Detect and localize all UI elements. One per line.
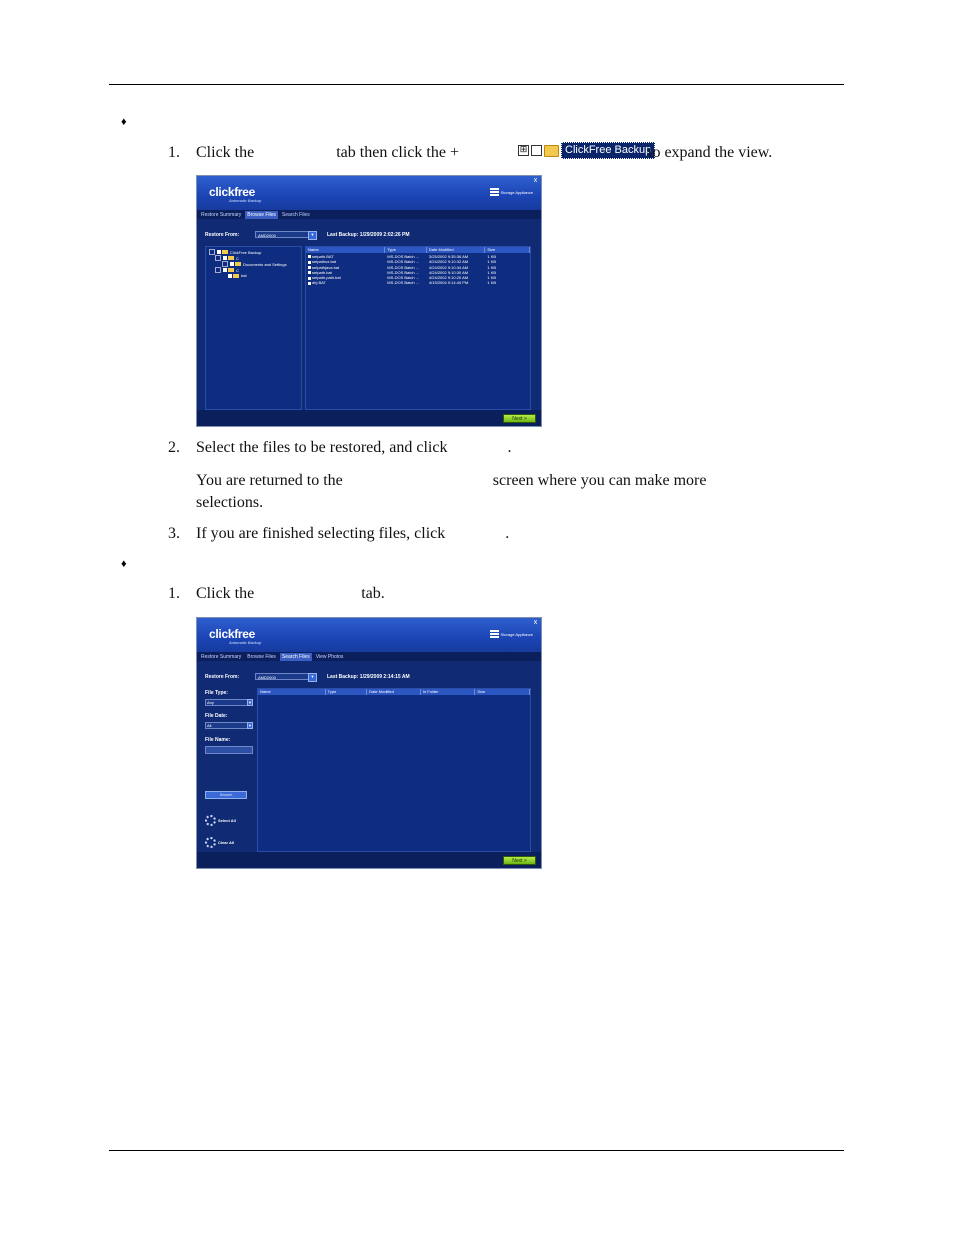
table-cell: MS-DOS Batch ... [387,280,420,286]
table-cell: setpathjava.bat [306,265,385,270]
chevron-down-icon[interactable]: ▼ [308,231,317,240]
file-name-label: File Name: [205,737,231,743]
file-list-header [306,247,530,253]
tree-node[interactable]: Documents and Settings [222,261,287,267]
tab-restore-summary[interactable]: Restore Summary [201,211,242,218]
step-text: Select the files to be restored, and click . [196,439,512,456]
footer-rule [109,1150,844,1151]
tab-browse-files[interactable]: Browse Files [247,653,276,660]
restore-from-select[interactable]: AMD2000 ▼ [255,673,317,680]
table-cell: 1 KB [487,254,497,259]
chevron-down-icon[interactable]: ▼ [248,723,252,728]
table-cell: 4/24/2002 9:10:30 AM [428,269,469,275]
tab-browse-files[interactable]: Browse Files [247,211,276,218]
brand-logo: Storage Appliance [490,630,533,639]
column-size[interactable]: Size [485,247,530,253]
expand-icon: ⊞ [519,145,528,155]
file-checkbox-icon[interactable] [308,282,311,285]
clear-all-icon [205,837,216,848]
select-all-button[interactable]: Select All [205,815,236,826]
checkbox-icon[interactable] [228,274,232,278]
section-bullet: ♦ [121,558,127,570]
file-type-select[interactable]: Any ▼ [207,700,252,705]
brand-mark-icon [490,630,499,639]
app-logo: clickfree [209,627,256,641]
checkbox-icon [531,145,542,156]
step-text: If you are finished selecting files, click . [196,525,510,542]
next-button[interactable]: Next > [503,856,536,865]
file-date-select[interactable]: All ▼ [207,723,252,728]
app-logo-tagline: Automatic Backup [229,198,262,203]
column-type[interactable]: Type [385,247,427,253]
step-number: 3. [168,525,180,542]
checkbox-icon[interactable] [223,268,227,272]
restore-from-select[interactable]: AMD2000 ▼ [255,231,317,238]
last-backup-label: Last Backup: 1/29/2009 2:02:26 PM [327,232,410,238]
table-row[interactable] [306,280,530,285]
table-cell: MS-DOS Batch ... [387,259,420,265]
tree-node[interactable]: C [215,267,239,273]
checkbox-icon[interactable] [230,262,234,266]
table-cell: 4/24/2002 9:10:34 AM [428,264,469,270]
search-files-screenshot [196,617,542,869]
tab-restore-summary[interactable]: Restore Summary [201,653,242,660]
restore-from-label: Restore From: [205,232,240,238]
table-cell: setpath.bat [306,270,385,275]
file-name-input[interactable] [205,746,253,754]
search-results [257,688,531,852]
folder-icon [544,145,559,157]
table-cell: MS-DOS Batch ... [387,254,420,259]
column-date-modified[interactable]: Date Modified [367,689,421,695]
file-checkbox-icon[interactable] [308,266,311,269]
next-button[interactable]: Next > [503,414,536,423]
file-rows [306,254,530,286]
folder-icon [222,250,228,254]
tree-chip [518,142,655,159]
tab-bar [197,210,541,219]
column-date-modified[interactable]: Date Modified [427,247,485,253]
table-cell: 1 KB [487,269,497,275]
table-cell: MS-DOS Batch ... [387,264,420,270]
step-text-pre: Click the [196,144,255,161]
folder-tree [205,246,302,410]
table-cell: 1 KB [487,280,497,286]
results-header [258,689,530,695]
column-in-folder[interactable]: In Folder [421,689,476,695]
tab-search-files[interactable]: Search Files [281,653,310,660]
column-size[interactable]: Size [475,689,530,695]
collapse-icon[interactable] [215,255,221,261]
file-type-label: File Type: [205,690,228,696]
column-type[interactable]: Type [326,689,368,695]
tree-chip-label: ClickFree Backup [561,142,655,159]
column-name[interactable]: Name [306,247,385,253]
file-checkbox-icon[interactable] [308,255,311,258]
step-number: 2. [168,439,180,456]
table-cell: 4/24/2002 9:10:32 AM [428,259,469,265]
folder-icon [228,268,234,272]
table-cell: MS-DOS Batch ... [387,269,420,275]
step-text-post: tab then click the + [336,144,459,161]
checkbox-icon[interactable] [223,256,227,260]
table-cell: 1 KB [487,259,497,265]
table-cell: setpath.path.bat [306,275,385,280]
step-text [196,144,459,162]
close-icon[interactable]: x [533,177,538,184]
table-cell: 1 KB [487,264,497,270]
tab-bar [197,652,541,661]
table-cell: setpathux.bat [306,259,385,264]
step-number: 1. [168,144,180,161]
tree-node-selected[interactable]: bat [228,273,247,278]
table-cell: MS-DOS Batch ... [387,275,420,281]
table-cell: 4/24/2002 9:10:20 AM [428,275,469,281]
table-cell: 1 KB [487,275,497,281]
app-logo-tagline: Automatic Backup [229,640,262,645]
browse-files-screenshot [196,175,542,427]
footer-bar [197,852,541,868]
table-cell: 4/19/2004 9:14:40 PM [428,280,469,286]
folder-icon [233,274,239,278]
step-text-tail: to expand the view. [648,144,773,161]
step-text: Click the tab. [196,585,385,602]
step-number: 1. [168,585,180,602]
tree-node[interactable]: C [215,255,239,261]
close-icon[interactable]: x [533,619,538,626]
file-checkbox-icon[interactable] [308,271,311,274]
last-backup-label: Last Backup: 1/29/2009 2:14:15 AM [327,674,410,680]
table-cell: dirj.BAT [306,280,385,285]
returned-note: You are returned to the screen where you can make more selections. [196,472,707,511]
table-cell: 3/25/2002 9:35:36 AM [428,254,469,259]
table-cell: setpath.BAT [306,254,385,259]
app-header [197,176,541,210]
file-checkbox-icon[interactable] [308,277,311,280]
checkbox-icon[interactable] [217,250,221,254]
folder-icon [228,256,234,260]
brand-mark-icon [490,188,499,197]
clear-all-button[interactable]: Clear All [205,837,234,848]
section-bullet: ♦ [121,116,127,128]
chevron-down-icon[interactable]: ▼ [308,673,317,682]
folder-icon [235,262,241,266]
column-name[interactable]: Name [258,689,326,695]
search-button[interactable]: Search [205,791,247,799]
brand-logo: Storage Appliance [490,188,533,197]
tab-search-files[interactable]: Search Files [281,211,310,218]
collapse-icon[interactable] [215,267,221,273]
tab-view-photos[interactable]: View Photos [315,653,344,660]
app-header [197,618,541,652]
footer-bar [197,410,541,426]
select-all-icon [205,815,216,826]
file-list [305,246,531,410]
app-logo: clickfree [209,185,256,199]
tree-node-root[interactable]: ClickFree Backup [209,249,261,255]
header-rule [109,84,844,85]
file-checkbox-icon[interactable] [308,261,311,264]
restore-from-label: Restore From: [205,674,240,680]
chevron-down-icon[interactable]: ▼ [248,700,252,705]
file-date-label: File Date: [205,713,228,719]
